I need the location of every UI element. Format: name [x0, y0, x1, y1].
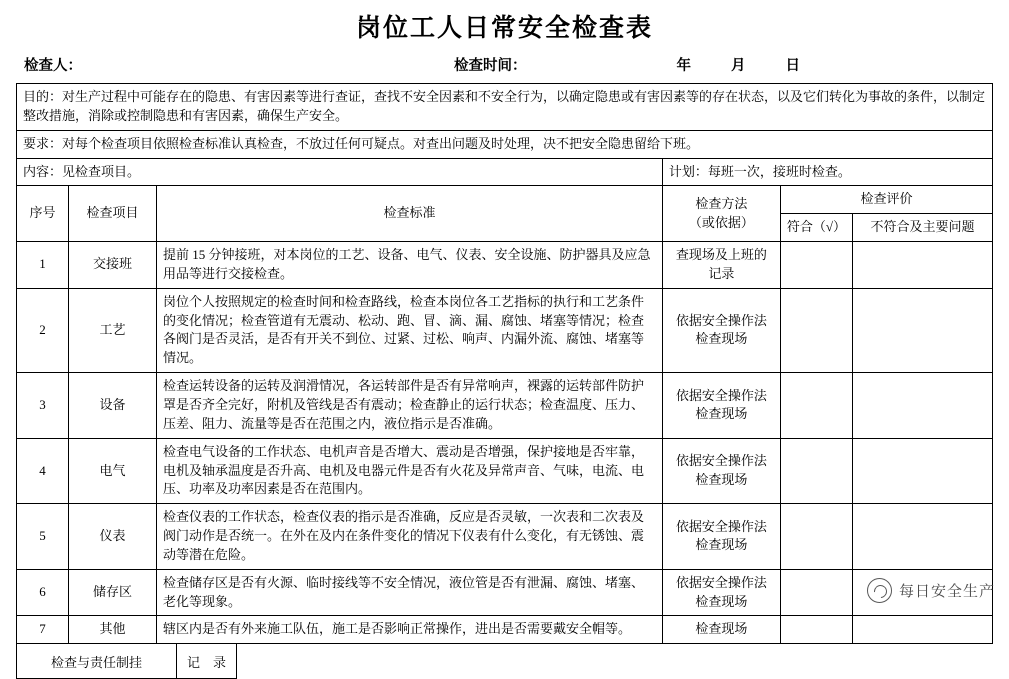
row-standard: 检查运转设备的运转及润滑情况，各运转部件是否有异常响声，裸露的运转部件防护罩是否齐全完好，附机及管线是否有震动；检查静止的运行状态；检查温度、压力、压差、阻力、流量等是否在范围之内，液位指示是否准确。	[157, 373, 663, 439]
table-row	[17, 504, 993, 570]
row-standard: 检查仪表的工作状态，检查仪表的指示是否准确，反应是否灵敏，一次表和二次表及阀门动作是否统一。在外在及内在条件变化的情况下仪表有什么变化，有无锈蚀、震动等潜在危险。	[157, 504, 663, 570]
row-standard: 检查储存区是否有火源、临时接线等不安全情况，液位管是否有泄漏、腐蚀、堵塞、老化等现象。	[157, 569, 663, 616]
row-method-line2: 检查现场	[695, 537, 748, 553]
row-method-line2: 记录	[708, 265, 735, 281]
row-method-line1: 依据安全操作法	[675, 453, 767, 469]
row-item: 电气	[69, 438, 157, 504]
month-label: 月	[731, 58, 746, 74]
footer-record-field[interactable]	[237, 644, 994, 679]
row-method	[662, 569, 780, 616]
inspection-time-group	[454, 54, 985, 75]
table-header-row-1	[17, 186, 993, 214]
footer-row	[17, 644, 994, 679]
row-method	[662, 504, 780, 570]
row-eval-ok[interactable]	[780, 616, 852, 644]
row-method	[662, 616, 780, 644]
row-eval-bad[interactable]	[852, 438, 992, 504]
plan-text: 计划：每班一次，接班时检查。	[662, 158, 992, 186]
row-method	[662, 242, 780, 289]
row-eval-ok[interactable]	[780, 242, 852, 289]
header-eval-bad: 不符合及主要问题	[852, 214, 992, 242]
row-item: 设备	[69, 373, 157, 439]
row-no: 3	[17, 373, 69, 439]
inspection-table	[16, 83, 993, 644]
row-eval-ok[interactable]	[780, 373, 852, 439]
inspection-time-label: 检查时间：	[454, 58, 527, 74]
row-no: 1	[17, 242, 69, 289]
row-standard: 提前 15 分钟接班，对本岗位的工艺、设备、电气、仪表、安全设施、防护器具及应急用品等进行交接检查。	[157, 242, 663, 289]
day-label: 日	[785, 58, 800, 74]
row-eval-bad[interactable]	[852, 242, 992, 289]
row-eval-ok[interactable]	[780, 438, 852, 504]
header-evaluation: 检查评价	[780, 186, 992, 214]
row-method-line1: 依据安全操作法	[675, 574, 767, 590]
row-method-line2: 检查现场	[695, 471, 748, 487]
footer-record-label: 记 录	[177, 644, 237, 679]
row-no: 5	[17, 504, 69, 570]
row-eval-bad[interactable]	[852, 373, 992, 439]
requirement-row	[17, 130, 993, 158]
row-item: 工艺	[69, 288, 157, 372]
row-method-line1: 依据安全操作法	[675, 312, 767, 328]
row-standard: 检查电气设备的工作状态、电机声音是否增大、震动是否增强，保护接地是否牢靠，电机及轴承温度是否升高、电机及电器元件是否有火花及异常声音、气味，电流、电压、功率及功率因素是否在范围内。	[157, 438, 663, 504]
row-method-line1: 检查现场	[695, 621, 748, 637]
row-method	[662, 438, 780, 504]
footer-responsibility-label: 检查与责任制挂	[17, 644, 177, 679]
header-method-line1: 检查方法	[695, 195, 748, 211]
row-method-line2: 检查现场	[695, 331, 748, 347]
row-item: 储存区	[69, 569, 157, 616]
meta-row	[16, 52, 993, 83]
row-eval-ok[interactable]	[780, 569, 852, 616]
row-eval-ok[interactable]	[780, 288, 852, 372]
header-method-line2: （或依据）	[688, 214, 754, 230]
row-no: 4	[17, 438, 69, 504]
row-method-line1: 依据安全操作法	[675, 387, 767, 403]
requirement-text: 要求：对每个检查项目依照检查标准认真检查，不放过任何可疑点。对查出问题及时处理，决不把安全隐患留给下班。	[17, 130, 993, 158]
row-method	[662, 288, 780, 372]
header-item: 检查项目	[69, 186, 157, 242]
row-method-line2: 检查现场	[695, 406, 748, 422]
row-eval-bad[interactable]	[852, 569, 992, 616]
header-standard: 检查标准	[157, 186, 663, 242]
row-item: 其他	[69, 616, 157, 644]
table-row	[17, 616, 993, 644]
inspector-label: 检查人：	[24, 58, 82, 74]
page-title: 岗位工人日常安全检查表	[355, 15, 653, 42]
row-item: 交接班	[69, 242, 157, 289]
row-method	[662, 373, 780, 439]
row-method-line2: 检查现场	[695, 593, 748, 609]
watermark-text: 每日安全生产	[898, 584, 995, 600]
content-text: 内容：见检查项目。	[17, 158, 663, 186]
row-eval-bad[interactable]	[852, 504, 992, 570]
row-no: 6	[17, 569, 69, 616]
header-no: 序号	[17, 186, 69, 242]
table-row	[17, 288, 993, 372]
purpose-text: 目的：对生产过程中可能存在的隐患、有害因素等进行查证，查找不安全因素和不安全行为，以确定隐患或有害因素等的存在状态，以及它们转化为事故的条件，以制定整改措施，消除或控制隐患和有害因素，确保生产安全。	[17, 84, 993, 131]
row-no: 7	[17, 616, 69, 644]
row-standard: 岗位个人按照规定的检查时间和检查路线，检查本岗位各工艺指标的执行和工艺条件的变化情况；检查管道有无震动、松动、跑、冒、滴、漏、腐蚀、堵塞等情况；检查各阀门是否灵活，是否有开关不到位、过紧、过松、响声、内漏外流、腐蚀、堵塞等情况。	[157, 288, 663, 372]
header-method	[662, 186, 780, 242]
table-row	[17, 242, 993, 289]
table-row	[17, 373, 993, 439]
row-standard: 辖区内是否有外来施工队伍，施工是否影响正常操作，进出是否需要戴安全帽等。	[157, 616, 663, 644]
table-row	[17, 569, 993, 616]
purpose-row	[17, 84, 993, 131]
row-eval-bad[interactable]	[852, 616, 992, 644]
row-no: 2	[17, 288, 69, 372]
header-eval-ok: 符合（√）	[780, 214, 852, 242]
year-label: 年	[676, 58, 691, 74]
footer-table	[16, 644, 993, 679]
row-eval-ok[interactable]	[780, 504, 852, 570]
table-row	[17, 438, 993, 504]
row-method-line1: 依据安全操作法	[675, 518, 767, 534]
row-method-line1: 查现场及上班的	[675, 247, 767, 263]
content-plan-row	[17, 158, 993, 186]
row-item: 仪表	[69, 504, 157, 570]
row-eval-bad[interactable]	[852, 288, 992, 372]
